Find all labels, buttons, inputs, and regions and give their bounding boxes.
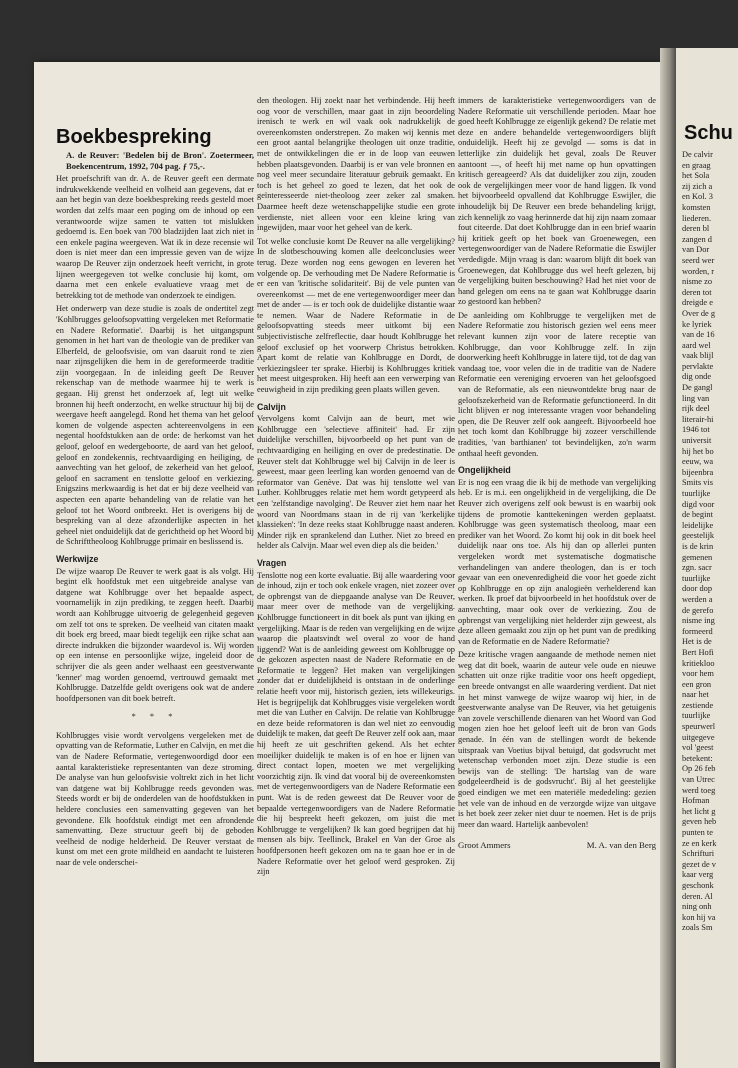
facing-page-line: hij het bo <box>682 446 714 456</box>
col3-paragraph-4: Deze kritische vragen aangaande de methode nemen niet weg dat dit boek, waarin de auteur vele oude en nieuwe schatten uit onze rijke traditie voor ons heeft opgediept, een breede ontvangst en alle waardering verdient. Dat niet in het minst vanwege de wijze waarop wij hier, in de geestverwante analyse van De Reuver, via het getuigenis van zovele verschillende dienaren van het Woord van God mogen zien hoe het geloof leeft uit de bron van Gods genade. In één van de stellingen wordt de bekende uitspraak van Voetius bijval betuigd, dat godsvrucht met wetenschap verbonden moet zijn. Deze studie is een bewijs van de stelling: 'De hartslag van de ware godgeleerdheid is de godsvrucht'. Bij al het geestelijke goed eindigen we met een materiële mededeling: gezien het vele van de inhoud en de verzorgde wijze van uitgave is het boek zeer zeker niet duur te noemen. Het is de prijs meer dan waard. Hartelijk aanbevolen! <box>458 650 656 829</box>
facing-page-line: gemenen <box>682 552 713 562</box>
ongelijkheid-paragraph: Er is nog een vraag die ik bij de methode van vergelijking heb. Er is m.i. een ongelijkheid in de vergelijking, die De Reuver zich overigens zelf ook bewust is en waarbij ook tijdens de promotie kanttekeningen werden geplaatst. Kohlbrugge was geen systematisch theoloog, maar een prediker van het Woord. Zo komt hij ook in dit boek heel duidelijk naar ons toe. Als hij dan op allerlei punten vergeleken wordt met systematische dogmatische verhandelingen van andere theologen, dan is er toch gevaar van een onevenredigheid die voor het goede zicht op Kohlbrugge en op zijn analogieën verhelderend kan werken. Ik proef dat bijvoorbeeld in het hoofdstuk over de aanvechting, maar ook over de verkiezing. Zou de opbrengst van vergelijking niet helderder zijn geweest, als deze alleen gemaakt zou zijn op het punt van de prediking van de Reformatie en de Nadere Reformatie? <box>458 477 656 646</box>
facing-page-line: kon hij va <box>682 912 716 922</box>
facing-page-line: geven heb <box>682 817 717 827</box>
facing-page-line: worden, r <box>682 266 715 276</box>
heading-werkwijze: Werkwijze <box>56 553 99 564</box>
facing-page-line: deren. Al <box>682 891 713 901</box>
facing-page-line: tuurlijke <box>682 711 711 721</box>
section-separator: * * * <box>131 712 179 722</box>
facing-page-line: Smits vis <box>682 478 713 488</box>
facing-page-line: ning onh <box>682 902 712 912</box>
facing-page-line: punten te <box>682 828 713 837</box>
signature-place: Groot Ammers <box>458 840 511 851</box>
col3-paragraph-1: immers de karakteristieke vertegenwoordigers van de Nadere Reformatie uit verschillende perioden. Maar hoe goed heeft Kohlbrugge ze eigenlijk gekend? De relatie met deze en andere behandelde vertegenwoordigers blijft onduidelijk. Heeft hij ze gevolgd — soms is dat in letterlijke zin duidelijk het geval, zoals De Reuver aantoont —, of heeft hij met name op hun opvattingen kritisch gereageerd? Als dat duidelijker zou zijn, zouden ook de vergelijkingen meer voor de hand liggen. Ik vond het bijvoorbeeld opvallend dat Kohlbrugge Eswijler, die inhoudelijk bij De Reuver een brede behandeling krijgt, zich kennelijk zo vaag herinnerde dat hij zijn naam zomaar fout citeerde. Dat doet Kohlbrugge dan in een brief waarin hij kritiek geeft op het boek van Groenewegen, een vertegenwoordiger van de Nadere Reformatie die Eswijler verdedigde. Mijn vraag is dan: waarom blijft dit boek van Groenewegen, dat Kohlbrugge dus wel heeft gelezen, bij de vergelijking buiten beschouwing? Had het niet voor de hand gelegen om eens na te gaan wat Kohlbrugge daarin zo gestoord kan hebben? <box>458 96 656 307</box>
column-3 <box>458 96 656 851</box>
facing-page-line: rijk deel <box>682 404 710 414</box>
facing-page-line: liederen. <box>682 213 712 223</box>
facing-page-line: geschonk <box>682 880 714 890</box>
facing-page-line: seerd wer <box>682 255 715 265</box>
facing-page-line: zij zich a <box>682 181 713 191</box>
facing-page-line: digd voor <box>682 499 715 509</box>
facing-page-line: speurwerl <box>682 722 716 732</box>
facing-page-line: uitgegeve <box>682 732 715 742</box>
facing-page-line: literair-hi <box>682 414 714 424</box>
facing-page-line: vaak blijl <box>682 351 714 361</box>
facing-page-line: dig onde <box>682 372 712 382</box>
facing-page-line: werden a <box>682 594 713 604</box>
facing-page-line: De gangl <box>682 383 713 393</box>
column-1 <box>56 150 254 872</box>
facing-page-line: deren tot <box>682 287 712 297</box>
facing-page-line: en graag <box>682 160 711 170</box>
review-title: Boekbespreking <box>56 126 212 148</box>
facing-page-line: van de 16 <box>682 330 715 340</box>
facing-page-line: ke lyriek <box>682 319 712 329</box>
facing-page-line: Het is de <box>682 637 712 647</box>
facing-page-line: van Utrec <box>682 775 715 785</box>
facing-page-line: universit <box>682 436 712 446</box>
facing-page-line: betekent: <box>682 753 713 763</box>
signature-author: M. A. van den Berg <box>586 840 656 851</box>
col3-paragraph-2: De aanleiding om Kohlbrugge te vergelijken met de Nadere Reformatie zou historisch gezien wel eens meer relevant kunnen zijn voor de latere receptie van Kohlbrugge, dan voor Kohlbrugge zelf. In zijn doorwerking heeft Kohlbrugge in latere tijd, tot de dag van vandaag toe, voor velen die in de traditie van de Nadere Reformatie een vereniging ervoeren van het geloofsgoed van de Reformatie, als een nieuwontdekte brug naar de geloofszekerheid van de Reformatie gefunctioneerd. In dit licht blijven er nog interessante vragen voor behandeling open, die De Reuver zelf ook aangeeft. Bijvoorbeeld hoe het toch komt dan Kohlbrugge bij zozeer verschillende tradities, 'van barthianen' tot bevindelijken, zo'n warm onthaal heeft gevonden. <box>458 310 656 458</box>
facing-page-line: ze en kerk <box>682 838 717 848</box>
facing-page-line: geestelijk <box>682 531 715 541</box>
facing-page-line: tuurlijke <box>682 573 711 583</box>
facing-page-line: Op 26 feb <box>682 764 716 774</box>
facing-page-line: van Dor <box>682 245 710 255</box>
facing-page-line: nisme zo <box>682 277 713 287</box>
heading-vragen: Vragen <box>257 557 287 568</box>
heading-ongelijkheid: Ongelijkheid <box>458 465 511 476</box>
intro-paragraph-2: Het onderwerp van deze studie is zoals de ondertitel zegt 'Kohlbrugges geloofsopvatting vergeleken met Reformatie en Nadere Reformatie'. Daarbij is het uitgangspunt genomen in het hart van de theologie van de prediker van Elberfeld, de geloofsvisie, om van daaruit rond te zien naar zijnsgelijken die hem in de gereformeerde traditie zijn voorgegaan. In de inleiding geeft De Reuver rekenschap van de methode waarmee hij te werk is gegaan. Hij grenst het onderzoek af, legt uit welke bronnen hij heeft onderzocht, en welke structuur hij bij de weergave heeft aangelegd. Rond het thema van het geloof komen de volgende aspecten achtereenvolgens in een negental hoofdstukken aan de orde: de herkomst van het geloof, geloof en wedergeboorte, de aard van het geloof, geloof en zondekennis, rechtvaardiging en heiliging, de aanvechting van het geloof, de zekerheid van het geloof, geloof en sacrament en tenslotte geloof en verkiezing. Enigszins merkwaardig is het dat er bij deze veelheid van aspecten een aparte behandeling van de relatie van het geloof tot het Woord ontbreekt. Het is overigens bij de bespreking van al deze afzonderlijke aspecten in het geheel niet onduidelijk dat de gerichtheid op het Woord bij de Schrifttheoloog Kohlbrugge primair en beslissend is. <box>56 304 254 547</box>
col2-paragraph-2: Tot welke conclusie komt De Reuver na alle vergelijking? In de slotbeschouwing komen alle deelconclusies weer terug. Deze worden nog eens gewogen en leveren het volgende op. De verhouding met De Nadere Reformatie is er een van 'kritische solidariteit'. Bij de vele punten van overeenkomst — met de ene vertegenwoordiger meer dan met de ander — is er toch ook de duidelijke distantie waar te nemen. Waar de Nadere Reformatie in de geloofsopvatting steeds meer uitkomt bij een subjectivistische zelfreflectie, daar houdt Kohlbrugge het geloof exclusief op het voorwerp Christus betrokken. Apart komt de relatie van Kohlbrugge en Dordt, de verkiezingsleer ter sprake. Hierbij is Kohlbrugges kritiek het meest uitgesproken. Hij heeft aan een verwerping van eeuwigheid in zijn prediking geen plaats willen geven. <box>257 236 455 395</box>
facing-page-line: zestiende <box>682 700 714 710</box>
facing-page-line: komsten <box>682 202 711 212</box>
facing-page-line: leidelijke <box>682 520 714 530</box>
facing-page-line: zgn. sacr <box>682 563 712 573</box>
facing-page-line: is de krin <box>682 541 714 551</box>
facing-page-line: gezet de v <box>682 859 716 869</box>
facing-page-line: nisme ing <box>682 616 715 626</box>
heading-calvijn: Calvijn <box>257 401 286 412</box>
facing-page-line: Hofman <box>682 796 710 806</box>
facing-page-line: vol 'geest <box>682 743 714 753</box>
intro-paragraph-1: Het proefschrift van dr. A. de Reuver geeft een dermate indrukwekkende veelheid en volheid aan gegevens, dat er aan het begin van deze boekbespreking reeds gesteld moet worden dat zelfs maar een poging om de inhoud op een verantwoorde wijze samen te vatten tot mislukken gedoemd is. Een boek van 700 bladzijden laat zich niet in een enkele pagina weergeven. Wat ik in deze recensie wil doen is niet meer dan een impressie geven van de wijze waarop De Reuver zijn onderzoek heeft verricht, in grote lijnen weergegeven tot welke conclusie hij komt, om daarna met een enkele evaluatieve vraag met de betrekking tot de methode van onderzoek te eindigen. <box>56 174 254 300</box>
werkwijze-paragraph: De wijze waarop De Reuver te werk gaat is als volgt. Hij begint elk hoofdstuk met een uitgebreide analyse van datgene wat Kohlbrugge over het bepaalde aspect, voornamelijk in zijn prediking, te zeggen heeft. Daarbij wordt aan Kohlbrugge uitvoerig de gelegenheid gegeven om zelf tot ons te spreken. De veelheid van citaten maakt dit boek erg breed, maar biedt tegelijk een rijke schat aan directe indrukken die bijzonder waardevol is. Wij worden op een intense en persoonlijke wijze, ingeleid door de schrijver die als geen ander welhaast een geestverwante 'kenner' mag worden genoemd, vertrouwd gemaakt met Kohlbrugge. Datzelfde geldt overigens ook wat de andere hoofdpersonen van dit boek betreft. <box>56 566 254 703</box>
column-2 <box>257 96 455 881</box>
facing-page-line: de begint <box>682 510 713 520</box>
facing-page <box>676 48 738 1068</box>
facing-page-line: aard wel <box>682 340 711 350</box>
facing-page-line: zangen d <box>682 234 712 244</box>
facing-page-line: en Kol. 3 <box>682 192 713 202</box>
facing-page-line: voor hem <box>682 669 714 679</box>
facing-page-line: ling van <box>682 393 710 403</box>
facing-page-line: een gron <box>682 679 712 689</box>
facing-page-line: bijeenbra <box>682 467 714 477</box>
comparison-paragraph: Kohlbrugges visie wordt vervolgens vergeleken met de opvatting van de Reformatie, Luther en Calvijn, en met die van de Nadere Reformatie, vertegenwoordigd door een aantal karakteristieke representanten van deze stroming. De analyse van hun geloofsvisie voltrekt zich in het licht van datgene wat bij Kohlbrugge reeds gevonden was. Steeds wordt er bij de onderdelen van de hoofdstukken in heldere conclusies een samenvatting gegeven van het gevondene. Elk hoofdstuk eindigt met een afrondende samenvatting. Deze structuur geeft bij de geboden veelheid de nodige helderheid. De Reuver verstaat de kunst om met een grote mildheid en aandacht te luisteren naar de vele onderschei- <box>56 730 254 867</box>
facing-page-line: pervlakte <box>682 361 714 371</box>
facing-page-line: eeuw, wa <box>682 457 714 467</box>
facing-page-line: het Sola <box>682 171 710 181</box>
col2-paragraph-1: den theologen. Hij zoekt naar het verbindende. Hij heeft oog voor de verschillen, maar gaat in zijn beoordeling irenisch te werk en wil vaak ook nadrukkelijk de overeenkomsten onderstrepen. Zo maken wij kennis met een groot aantal belangrijke theologen uit onze traditie, met de ontwikkelingen die er in de loop van eeuwen hebben plaatsgevonden. Daarbij is er van vele bronnen en nog veel meer secundaire literatuur gebruik gemaakt. En toch is het geheel zo goed te lezen, dat het ook de geïnteresseerde niet-theoloog zeer zeker zal smaken. Daarmee heeft deze wetenschappelijke studie een grote verdienste, niet alleen voor een kleine kring van ingewijden, maar voor het geheel van de kerk. <box>257 96 455 233</box>
facing-page-title: Schu <box>684 122 733 144</box>
facing-page-line: dreigde e <box>682 298 713 308</box>
facing-page-line: zoals Sm <box>682 923 713 933</box>
signature-line <box>458 840 656 851</box>
facing-page-line: door dop <box>682 584 713 594</box>
calvijn-paragraph: Vervolgens komt Calvijn aan de beurt, met wie Kohlbrugge een 'selectieve affiniteit' had. Er zijn duidelijke verschillen, bijvoorbeeld op het punt van de rechtvaardiging en heiliging en over de predestinatie. De Reuver stelt dat Kohlbrugge wel bij Calvijn in de leer is geweest, maar geen leerling kan worden genoemd van de reformator van Genève. Dat was hij tenslotte wel van Luther. Kohlbrugges relatie met hem wordt getypeerd als een 'zelfstandige navolging'. De Reuver ziet hem naar het woord van Noordmans staan in de rij van 'kerkelijke klassieken': 'In deze reeks staat Kohlbrugge naast anderen. Minder rijk en sprankelend dan Luther. Niet zo breed en helder als Calvijn. Maar wel even diep als die beiden.' <box>257 414 455 551</box>
facing-page-line: het licht g <box>682 806 716 816</box>
facing-page-line: kritiekloo <box>682 658 715 668</box>
facing-page-line: Over de g <box>682 308 716 318</box>
facing-page-line: tuurlijke <box>682 489 711 498</box>
facing-page-line: naar het <box>682 690 709 700</box>
facing-page-line: formeerd <box>682 626 713 636</box>
facing-page-line: deren bl <box>682 224 710 234</box>
facing-page-text <box>682 150 738 934</box>
facing-page-line: 1946 tot <box>682 425 710 435</box>
facing-page-line: kaar verg <box>682 870 714 880</box>
facing-page-line: Bert Hofi <box>682 647 714 657</box>
book-reference: A. de Reuver: 'Bedelen bij de Bron'. Zoetermeer, Boekencentrum, 1992, 704 pag. ƒ 75,-. <box>66 150 254 171</box>
facing-page-line: Schrifturi <box>682 849 715 859</box>
facing-page-line: de gerefo <box>682 605 714 615</box>
facing-page-line: werd toeg <box>682 785 716 795</box>
facing-page-line: De calvir <box>682 150 713 159</box>
vragen-paragraph: Tenslotte nog een korte evaluatie. Bij alle waardering voor de inhoud, zijn er toch ook enkele vragen, niet zozeer over de opbrengst van de diepgaande analyse van De Reuver, maar meer over de methode van de vergelijking. Kohlbrugge functioneert in dit boek als punt van ijking en vergelijking. Maar is de reden van vergelijking en de wijze waarop die plaatsvindt wel overal zo voor de hand liggend? Wat is de aanleiding geweest om Kohlbrugge op de gekozen aspecten naast de Nadere Reformatie en de Reformatie te leggen? Het maken van vergelijkingen zonder dat er duidelijkheid is ontstaan in de onderlinge relatie heeft voor mij, historisch gezien, iets willekeurigs. Het is begrijpelijk dat Kohlbrugges visie vergeleken wordt met die van Luther en Calvijn. De relatie van Kohlbrugge en deze beide reformatoren is dan wel niet zo eenvoudig duidelijk te maken, dat geeft De Reuver zelf ook aan, maar hij heeft ze uit geschriften gekend. Als het echter moeilijker duidelijk te maken is of en hoe er lijnen van direct contact lopen, moeten we met vergelijking voorzichtig zijn. Ik vind dat vooral bij de overeenkomsten met de vertegenwoordigers van de Nadere Reformatie een punt. Wat is de reden geweest dat De Reuver voor de bepaalde vertegenwoordigers van de Nadere Reformatie die hij bespreekt heeft gekozen, om juist die met Kohlbrugge te vergelijken? Ik kan goed begrijpen dat hij mensen als bijv. Teellinck, Brakel en Van der Groe als hoofdpersonen heeft gekozen om na te gaan hoe er in de Nadere Reformatie over het geloof werd gesproken. Zij zijn <box>257 570 455 877</box>
